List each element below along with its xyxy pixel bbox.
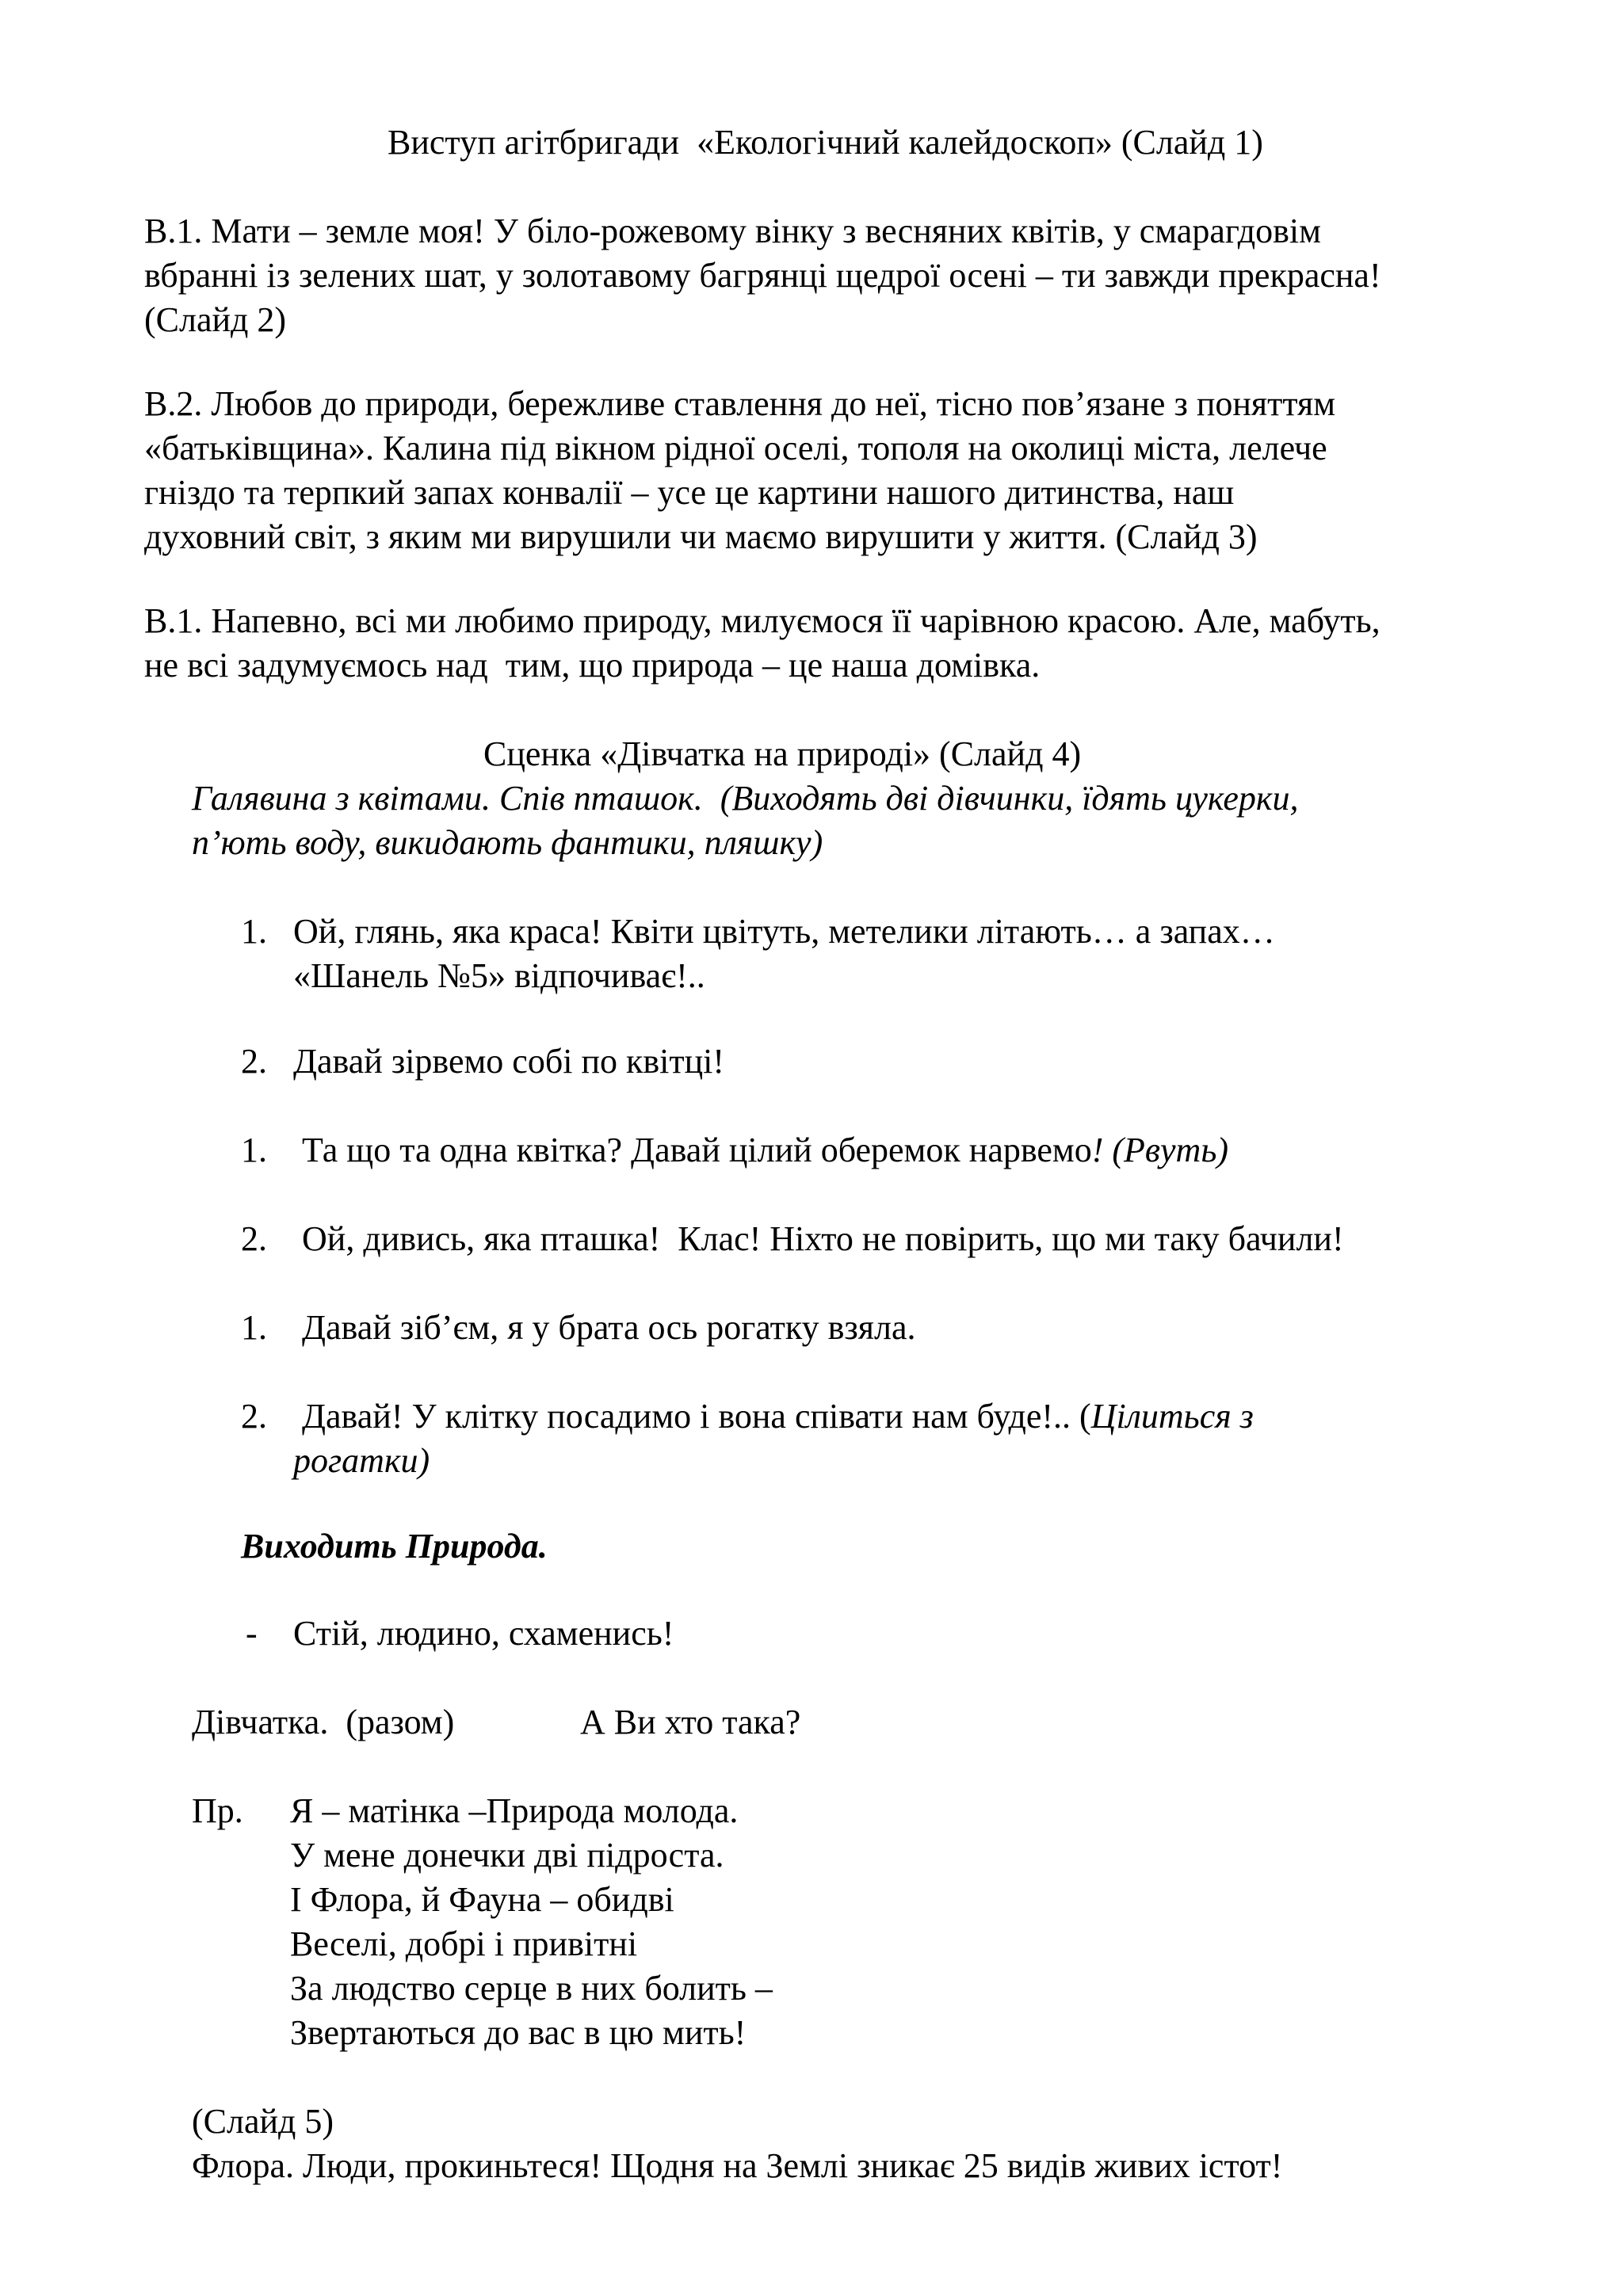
list-number: 1. (241, 912, 267, 951)
poem-line: І Флора, й Фауна – обидві (290, 1880, 674, 1919)
scene-title: Сценка «Дівчатка на природі» (Слайд 4) (483, 734, 1082, 773)
dialogue-line: Давай зіб’єм, я у брата ось рогатку взяла. (293, 1308, 916, 1347)
paragraph-line: (Слайд 2) (144, 300, 287, 339)
stage-direction: п’ють воду, викидають фантики, пляшку) (192, 823, 823, 862)
poem-line: Звертаються до вас в цю мить! (290, 2013, 747, 2052)
paragraph-line: духовний світ, з яким ми вирушили чи маємо вирушити у життя. (Слайд 3) (144, 517, 1258, 556)
list-number: 1. (241, 1308, 267, 1347)
dialogue-line: Стій, людино, схаменись! (293, 1614, 674, 1653)
stage-remark: рогатки) (293, 1441, 430, 1480)
slide-marker: (Слайд 5) (192, 2102, 334, 2141)
list-number: 2. (241, 1219, 267, 1258)
paragraph-line: не всі задумуємось над тим, що природа – це наша домівка. (144, 646, 1041, 685)
paragraph-line: вбранні із зелених шат, у золотавому багрянці щедрої осені – ти завжди прекрасна! (144, 256, 1381, 295)
list-number: 2. (241, 1397, 267, 1436)
document-title: Виступ агітбригади «Екологічний калейдоскоп» (Слайд 1) (388, 123, 1263, 162)
stage-remark: Цілиться з (1090, 1397, 1254, 1436)
paragraph-line: В.1. Напевно, всі ми любимо природу, милуємося її чарівною красою. Але, мабуть, (144, 601, 1381, 640)
paragraph-line: гніздо та терпкий запах конвалії – усе це картини нашого дитинства, наш (144, 473, 1235, 512)
poem-line: За людство серце в них болить – (290, 1969, 773, 2008)
list-number: 1. (241, 1131, 267, 1169)
poem-line: Веселі, добрі і привітні (290, 1924, 638, 1963)
dialogue-text: Та що та одна квітка? Давай цілий оберемок нарвемо (293, 1131, 1092, 1169)
speaker-label: Пр. (192, 1791, 243, 1830)
paragraph-line: В.2. Любов до природи, бережливе ставлення до неї, тісно пов’язане з поняттям (144, 384, 1336, 423)
dialogue-line: «Шанель №5» відпочиває!.. (293, 956, 705, 995)
dialogue-line: Флора. Люди, прокиньтеся! Щодня на Землі зникає 25 видів живих істот! (192, 2146, 1283, 2185)
dialogue-line (293, 1128, 1228, 1173)
poem-line: У мене донечки дві підроста. (290, 1836, 724, 1875)
dialogue-line: Давай зірвемо собі по квітці! (293, 1042, 725, 1081)
dialogue-line: Ой, глянь, яка краса! Квіти цвітуть, метелики літають… а запах… (293, 912, 1275, 951)
dialogue-line: Ой, дивись, яка пташка! Клас! Ніхто не повірить, що ми таку бачили! (293, 1219, 1344, 1258)
paragraph-line: В.1. Мати – земле моя! У біло-рожевому вінку з весняних квітів, у смарагдовім (144, 212, 1321, 250)
dialogue-text: Давай! У клітку посадимо і вона співати нам буде!.. ( (293, 1397, 1091, 1436)
list-number: 2. (241, 1042, 267, 1081)
dialogue-line: А Ви хто така? (580, 1703, 801, 1741)
dialogue-line (293, 1394, 1254, 1439)
stage-direction-bold: Виходить Природа. (241, 1527, 548, 1566)
speaker-label: Дівчатка. (разом) (192, 1703, 455, 1741)
stage-remark: ! (Рвуть) (1091, 1131, 1229, 1169)
stage-direction: Галявина з квітами. Спів пташок. (Виходять дві дівчинки, їдять цукерки, (192, 779, 1299, 818)
dash-marker: - (246, 1614, 258, 1653)
paragraph-line: «батьківщина». Калина під вікном рідної оселі, тополя на околиці міста, лелече (144, 429, 1327, 467)
poem-line: Я – матінка –Природа молода. (290, 1791, 739, 1830)
